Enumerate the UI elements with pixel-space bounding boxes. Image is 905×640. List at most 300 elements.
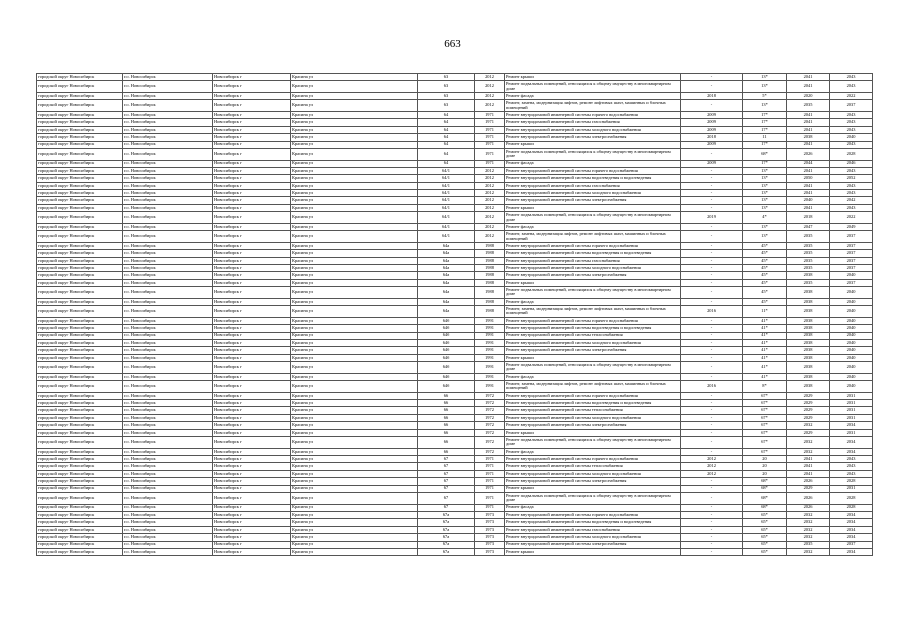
cell-period-to: 2040 (830, 325, 873, 332)
cell-period-from: 2038 (787, 287, 830, 299)
page-number: 663 (444, 38, 461, 50)
cell-street: Красина ул (291, 287, 418, 299)
cell-settlement: Новосибирск г (213, 407, 291, 414)
cell-wear: 45* (743, 287, 787, 299)
cell-settlement: Новосибирск г (213, 414, 291, 421)
cell-last-repair-year: - (681, 362, 743, 374)
table-row (37, 541, 873, 548)
cell-build-year: 1972 (475, 422, 505, 429)
cell-work-type: Ремонт крыши (505, 485, 681, 492)
cell-settlement: Новосибирск г (213, 339, 291, 346)
table-row (37, 279, 873, 286)
cell-work-type: Ремонт внутридомовой инженерной системы холодного водоснабжения (505, 470, 681, 477)
cell-settlement: Новосибирск г (213, 100, 291, 112)
table-row (37, 429, 873, 436)
cell-period-to: 2046 (830, 160, 873, 167)
cell-settlement: Новосибирск г (213, 456, 291, 463)
cell-gorod: г.о. Новосибирск (123, 519, 213, 526)
cell-build-year: 1973 (475, 519, 505, 526)
cell-build-year: 1991 (475, 317, 505, 324)
cell-period-from: 2041 (787, 81, 830, 93)
cell-street: Красина ул (291, 470, 418, 477)
cell-okrug: городской округ Новосибирск (37, 317, 123, 324)
cell-gorod: г.о. Новосибирск (123, 257, 213, 264)
table-row (37, 325, 873, 332)
cell-work-type: Ремонт, замена, модернизация лифтов, ремонт лифтовых шахт, машинных и блочных помещений (505, 231, 681, 243)
cell-settlement: Новосибирск г (213, 298, 291, 305)
cell-okrug: городской округ Новосибирск (37, 414, 123, 421)
table-row (37, 422, 873, 429)
cell-period-from: 2035 (787, 231, 830, 243)
cell-settlement: Новосибирск г (213, 175, 291, 182)
cell-gorod: г.о. Новосибирск (123, 223, 213, 230)
cell-house: 64 (418, 126, 475, 133)
cell-okrug: городской округ Новосибирск (37, 511, 123, 518)
cell-wear: 8* (743, 381, 787, 393)
cell-period-to: 2040 (830, 272, 873, 279)
cell-period-from: 2035 (787, 100, 830, 112)
cell-wear: 65* (743, 526, 787, 533)
cell-period-from: 2029 (787, 407, 830, 414)
cell-settlement: Новосибирск г (213, 492, 291, 504)
cell-house: 64 (418, 141, 475, 148)
cell-settlement: Новосибирск г (213, 392, 291, 399)
cell-last-repair-year: 2012 (681, 470, 743, 477)
cell-okrug: городской округ Новосибирск (37, 148, 123, 160)
cell-gorod: г.о. Новосибирск (123, 197, 213, 204)
cell-work-type: Ремонт крыши (505, 548, 681, 555)
cell-okrug: городской округ Новосибирск (37, 354, 123, 361)
cell-okrug: городской округ Новосибирск (37, 119, 123, 126)
table-row (37, 511, 873, 518)
cell-last-repair-year: 2009 (681, 141, 743, 148)
cell-last-repair-year: - (681, 511, 743, 518)
cell-period-to: 2031 (830, 429, 873, 436)
cell-last-repair-year: - (681, 478, 743, 485)
table-row (37, 119, 873, 126)
cell-settlement: Новосибирск г (213, 478, 291, 485)
table-row (37, 332, 873, 339)
cell-last-repair-year: - (681, 279, 743, 286)
cell-gorod: г.о. Новосибирск (123, 100, 213, 112)
cell-work-type: Ремонт внутридомовой инженерной системы холодного водоснабжения (505, 265, 681, 272)
cell-house: 67а (418, 534, 475, 541)
table-row (37, 485, 873, 492)
cell-wear: 45* (743, 257, 787, 264)
cell-gorod: г.о. Новосибирск (123, 526, 213, 533)
cell-house: 64б (418, 325, 475, 332)
cell-street: Красина ул (291, 160, 418, 167)
cell-house: 64 (418, 148, 475, 160)
cell-build-year: 1971 (475, 119, 505, 126)
cell-last-repair-year: - (681, 400, 743, 407)
cell-work-type: Ремонт, замена, модернизация лифтов, ремонт лифтовых шахт, машинных и блочных помещений (505, 100, 681, 112)
cell-street: Красина ул (291, 526, 418, 533)
cell-period-to: 2049 (830, 223, 873, 230)
table-row (37, 437, 873, 449)
cell-build-year: 1972 (475, 437, 505, 449)
cell-period-from: 2047 (787, 223, 830, 230)
cell-period-to: 2043 (830, 456, 873, 463)
cell-period-from: 2041 (787, 119, 830, 126)
cell-house: 64/1 (418, 212, 475, 224)
cell-last-repair-year: 2018 (681, 92, 743, 99)
cell-okrug: городской округ Новосибирск (37, 306, 123, 318)
cell-gorod: г.о. Новосибирск (123, 231, 213, 243)
table-row (37, 492, 873, 504)
cell-house: 63 (418, 92, 475, 99)
cell-okrug: городской округ Новосибирск (37, 134, 123, 141)
cell-house: 67 (418, 485, 475, 492)
cell-work-type: Ремонт подвальных помещений, относящихся к общему имуществу в многоквартирном доме (505, 492, 681, 504)
cell-period-to: 2034 (830, 437, 873, 449)
table-row (37, 504, 873, 511)
cell-period-from: 2050 (787, 175, 830, 182)
cell-build-year: 2012 (475, 212, 505, 224)
cell-period-to: 2043 (830, 204, 873, 211)
cell-okrug: городской округ Новосибирск (37, 204, 123, 211)
cell-street: Красина ул (291, 100, 418, 112)
cell-build-year: 1988 (475, 279, 505, 286)
cell-settlement: Новосибирск г (213, 257, 291, 264)
cell-work-type: Ремонт внутридомовой инженерной системы теплоснабжения (505, 407, 681, 414)
table-row (37, 534, 873, 541)
cell-settlement: Новосибирск г (213, 306, 291, 318)
cell-house: 63 (418, 100, 475, 112)
cell-period-to: 2031 (830, 485, 873, 492)
cell-work-type: Ремонт фасада (505, 160, 681, 167)
table-row (37, 148, 873, 160)
cell-gorod: г.о. Новосибирск (123, 504, 213, 511)
cell-build-year: 1971 (475, 148, 505, 160)
cell-okrug: городской округ Новосибирск (37, 347, 123, 354)
cell-build-year: 1972 (475, 414, 505, 421)
cell-wear: 45* (743, 250, 787, 257)
cell-wear: 67* (743, 414, 787, 421)
cell-gorod: г.о. Новосибирск (123, 548, 213, 555)
cell-work-type: Ремонт внутридомовой инженерной системы горячего водоснабжения (505, 242, 681, 249)
cell-house: 66 (418, 400, 475, 407)
cell-work-type: Ремонт фасада (505, 448, 681, 455)
table-row (37, 548, 873, 555)
cell-build-year: 1991 (475, 362, 505, 374)
cell-period-to: 2043 (830, 81, 873, 93)
cell-settlement: Новосибирск г (213, 373, 291, 380)
cell-last-repair-year: 2009 (681, 160, 743, 167)
cell-period-from: 2038 (787, 362, 830, 374)
cell-wear: 45* (743, 242, 787, 249)
cell-work-type: Ремонт подвальных помещений, относящихся к общему имуществу в многоквартирном доме (505, 362, 681, 374)
cell-okrug: городской округ Новосибирск (37, 287, 123, 299)
cell-street: Красина ул (291, 354, 418, 361)
cell-period-to: 2037 (830, 250, 873, 257)
cell-gorod: г.о. Новосибирск (123, 485, 213, 492)
cell-settlement: Новосибирск г (213, 141, 291, 148)
cell-settlement: Новосибирск г (213, 231, 291, 243)
cell-period-from: 2038 (787, 317, 830, 324)
cell-street: Красина ул (291, 504, 418, 511)
cell-period-to: 2040 (830, 306, 873, 318)
cell-work-type: Ремонт внутридомовой инженерной системы газоснабжения (505, 182, 681, 189)
cell-period-from: 2041 (787, 111, 830, 118)
cell-period-to: 2034 (830, 511, 873, 518)
table-row (37, 470, 873, 477)
cell-build-year: 1971 (475, 111, 505, 118)
cell-work-type: Ремонт фасада (505, 223, 681, 230)
cell-period-from: 2032 (787, 422, 830, 429)
cell-okrug: городской округ Новосибирск (37, 81, 123, 93)
cell-house: 64/1 (418, 175, 475, 182)
table-row (37, 456, 873, 463)
cell-last-repair-year: - (681, 485, 743, 492)
cell-wear: 45* (743, 279, 787, 286)
cell-street: Красина ул (291, 381, 418, 393)
cell-house: 67а (418, 511, 475, 518)
cell-house: 64б (418, 362, 475, 374)
cell-street: Красина ул (291, 339, 418, 346)
cell-period-to: 2031 (830, 400, 873, 407)
cell-period-to: 2043 (830, 141, 873, 148)
cell-gorod: г.о. Новосибирск (123, 212, 213, 224)
cell-settlement: Новосибирск г (213, 354, 291, 361)
cell-house: 67а (418, 548, 475, 555)
cell-last-repair-year: - (681, 429, 743, 436)
cell-build-year: 1971 (475, 126, 505, 133)
cell-gorod: г.о. Новосибирск (123, 511, 213, 518)
cell-period-to: 2037 (830, 242, 873, 249)
cell-period-to: 2022 (830, 92, 873, 99)
cell-okrug: городской округ Новосибирск (37, 373, 123, 380)
cell-last-repair-year: - (681, 231, 743, 243)
cell-settlement: Новосибирск г (213, 279, 291, 286)
cell-okrug: городской округ Новосибирск (37, 407, 123, 414)
cell-wear: 41* (743, 354, 787, 361)
table-row (37, 362, 873, 374)
cell-last-repair-year: - (681, 519, 743, 526)
cell-settlement: Новосибирск г (213, 381, 291, 393)
cell-build-year: 2012 (475, 223, 505, 230)
cell-build-year: 1988 (475, 242, 505, 249)
cell-wear: 41* (743, 317, 787, 324)
cell-house: 64б (418, 317, 475, 324)
cell-house: 64/1 (418, 197, 475, 204)
cell-period-to: 2042 (830, 197, 873, 204)
cell-last-repair-year: 2016 (681, 381, 743, 393)
cell-house: 64а (418, 257, 475, 264)
cell-work-type: Ремонт внутридомовой инженерной системы холодного водоснабжения (505, 126, 681, 133)
cell-gorod: г.о. Новосибирск (123, 400, 213, 407)
cell-period-to: 2037 (830, 279, 873, 286)
cell-last-repair-year: - (681, 272, 743, 279)
cell-okrug: городской округ Новосибирск (37, 504, 123, 511)
cell-wear: 41* (743, 339, 787, 346)
cell-okrug: городской округ Новосибирск (37, 212, 123, 224)
cell-gorod: г.о. Новосибирск (123, 134, 213, 141)
cell-settlement: Новосибирск г (213, 362, 291, 374)
cell-period-to: 2040 (830, 381, 873, 393)
cell-street: Красина ул (291, 167, 418, 174)
cell-wear: 20 (743, 456, 787, 463)
cell-period-from: 2035 (787, 265, 830, 272)
cell-wear: 67* (743, 422, 787, 429)
cell-work-type: Ремонт внутридомовой инженерной системы электроснабжения (505, 422, 681, 429)
cell-wear: 45* (743, 298, 787, 305)
cell-gorod: г.о. Новосибирск (123, 92, 213, 99)
table-row (37, 407, 873, 414)
cell-gorod: г.о. Новосибирск (123, 463, 213, 470)
cell-work-type: Ремонт внутридомовой инженерной системы электроснабжения (505, 478, 681, 485)
cell-period-from: 2026 (787, 148, 830, 160)
cell-okrug: городской округ Новосибирск (37, 167, 123, 174)
cell-last-repair-year: - (681, 534, 743, 541)
cell-street: Красина ул (291, 400, 418, 407)
cell-settlement: Новосибирск г (213, 160, 291, 167)
cell-gorod: г.о. Новосибирск (123, 272, 213, 279)
cell-settlement: Новосибирск г (213, 242, 291, 249)
cell-last-repair-year: - (681, 182, 743, 189)
cell-period-to: 2028 (830, 492, 873, 504)
cell-period-to: 2037 (830, 257, 873, 264)
cell-okrug: городской округ Новосибирск (37, 160, 123, 167)
cell-street: Красина ул (291, 541, 418, 548)
cell-street: Красина ул (291, 373, 418, 380)
cell-street: Красина ул (291, 231, 418, 243)
cell-settlement: Новосибирск г (213, 511, 291, 518)
table-row (37, 526, 873, 533)
cell-period-to: 2040 (830, 298, 873, 305)
cell-last-repair-year: - (681, 100, 743, 112)
cell-gorod: г.о. Новосибирск (123, 381, 213, 393)
cell-street: Красина ул (291, 317, 418, 324)
cell-gorod: г.о. Новосибирск (123, 354, 213, 361)
cell-street: Красина ул (291, 257, 418, 264)
cell-wear: 13* (743, 197, 787, 204)
cell-house: 66 (418, 414, 475, 421)
cell-wear: 67* (743, 437, 787, 449)
cell-work-type: Ремонт подвальных помещений, относящихся к общему имуществу в многоквартирном доме (505, 287, 681, 299)
cell-street: Красина ул (291, 242, 418, 249)
cell-last-repair-year: - (681, 354, 743, 361)
cell-okrug: городской округ Новосибирск (37, 250, 123, 257)
cell-period-from: 2035 (787, 257, 830, 264)
cell-gorod: г.о. Новосибирск (123, 119, 213, 126)
cell-work-type: Ремонт фасада (505, 373, 681, 380)
cell-wear: 65* (743, 511, 787, 518)
cell-settlement: Новосибирск г (213, 470, 291, 477)
cell-period-from: 2035 (787, 279, 830, 286)
table-row (37, 231, 873, 243)
cell-house: 67 (418, 492, 475, 504)
cell-wear: 67* (743, 407, 787, 414)
cell-period-to: 2043 (830, 470, 873, 477)
cell-gorod: г.о. Новосибирск (123, 175, 213, 182)
cell-build-year: 1991 (475, 332, 505, 339)
cell-gorod: г.о. Новосибирск (123, 111, 213, 118)
cell-work-type: Ремонт крыши (505, 354, 681, 361)
cell-period-from: 2040 (787, 197, 830, 204)
cell-build-year: 2012 (475, 197, 505, 204)
cell-street: Красина ул (291, 463, 418, 470)
cell-last-repair-year: - (681, 392, 743, 399)
cell-street: Красина ул (291, 223, 418, 230)
table-row (37, 272, 873, 279)
cell-gorod: г.о. Новосибирск (123, 126, 213, 133)
cell-okrug: городской округ Новосибирск (37, 265, 123, 272)
cell-okrug: городской округ Новосибирск (37, 257, 123, 264)
cell-period-from: 2032 (787, 511, 830, 518)
cell-period-from: 2029 (787, 429, 830, 436)
cell-house: 64б (418, 332, 475, 339)
cell-period-from: 2038 (787, 272, 830, 279)
cell-last-repair-year: - (681, 204, 743, 211)
cell-period-from: 2035 (787, 250, 830, 257)
cell-last-repair-year: - (681, 325, 743, 332)
cell-wear: 13* (743, 204, 787, 211)
cell-period-from: 2032 (787, 534, 830, 541)
cell-house: 64а (418, 306, 475, 318)
cell-work-type: Ремонт внутридомовой инженерной системы горячего водоснабжения (505, 317, 681, 324)
cell-settlement: Новосибирск г (213, 519, 291, 526)
cell-okrug: городской округ Новосибирск (37, 478, 123, 485)
cell-gorod: г.о. Новосибирск (123, 141, 213, 148)
cell-house: 64/1 (418, 190, 475, 197)
cell-period-to: 2043 (830, 167, 873, 174)
cell-period-to: 2043 (830, 463, 873, 470)
cell-settlement: Новосибирск г (213, 422, 291, 429)
cell-gorod: г.о. Новосибирск (123, 279, 213, 286)
cell-period-to: 2052 (830, 175, 873, 182)
cell-house: 63 (418, 81, 475, 93)
cell-wear: 13* (743, 223, 787, 230)
cell-okrug: городской округ Новосибирск (37, 448, 123, 455)
cell-build-year: 1971 (475, 485, 505, 492)
cell-gorod: г.о. Новосибирск (123, 81, 213, 93)
cell-wear: 13* (743, 175, 787, 182)
cell-last-repair-year: - (681, 422, 743, 429)
cell-work-type: Ремонт крыши (505, 74, 681, 81)
cell-settlement: Новосибирск г (213, 463, 291, 470)
cell-last-repair-year: - (681, 250, 743, 257)
cell-build-year: 1988 (475, 272, 505, 279)
cell-period-from: 2044 (787, 160, 830, 167)
cell-work-type: Ремонт внутридомовой инженерной системы электроснабжения (505, 347, 681, 354)
cell-period-to: 2034 (830, 448, 873, 455)
cell-house: 67а (418, 519, 475, 526)
table-row (37, 448, 873, 455)
cell-okrug: городской округ Новосибирск (37, 231, 123, 243)
cell-wear: 13* (743, 231, 787, 243)
cell-period-from: 2038 (787, 298, 830, 305)
cell-house: 64б (418, 381, 475, 393)
cell-okrug: городской округ Новосибирск (37, 141, 123, 148)
cell-okrug: городской округ Новосибирск (37, 325, 123, 332)
cell-work-type: Ремонт внутридомовой инженерной системы водоотведения и водоотведения (505, 250, 681, 257)
cell-gorod: г.о. Новосибирск (123, 74, 213, 81)
cell-settlement: Новосибирск г (213, 265, 291, 272)
cell-build-year: 1971 (475, 492, 505, 504)
cell-wear: 68* (743, 148, 787, 160)
cell-build-year: 1988 (475, 287, 505, 299)
cell-build-year: 1973 (475, 511, 505, 518)
cell-period-to: 2040 (830, 317, 873, 324)
cell-house: 64б (418, 373, 475, 380)
cell-work-type: Ремонт фасада (505, 504, 681, 511)
cell-street: Красина ул (291, 422, 418, 429)
cell-street: Красина ул (291, 265, 418, 272)
cell-gorod: г.о. Новосибирск (123, 534, 213, 541)
cell-wear: 17* (743, 141, 787, 148)
table-row (37, 100, 873, 112)
